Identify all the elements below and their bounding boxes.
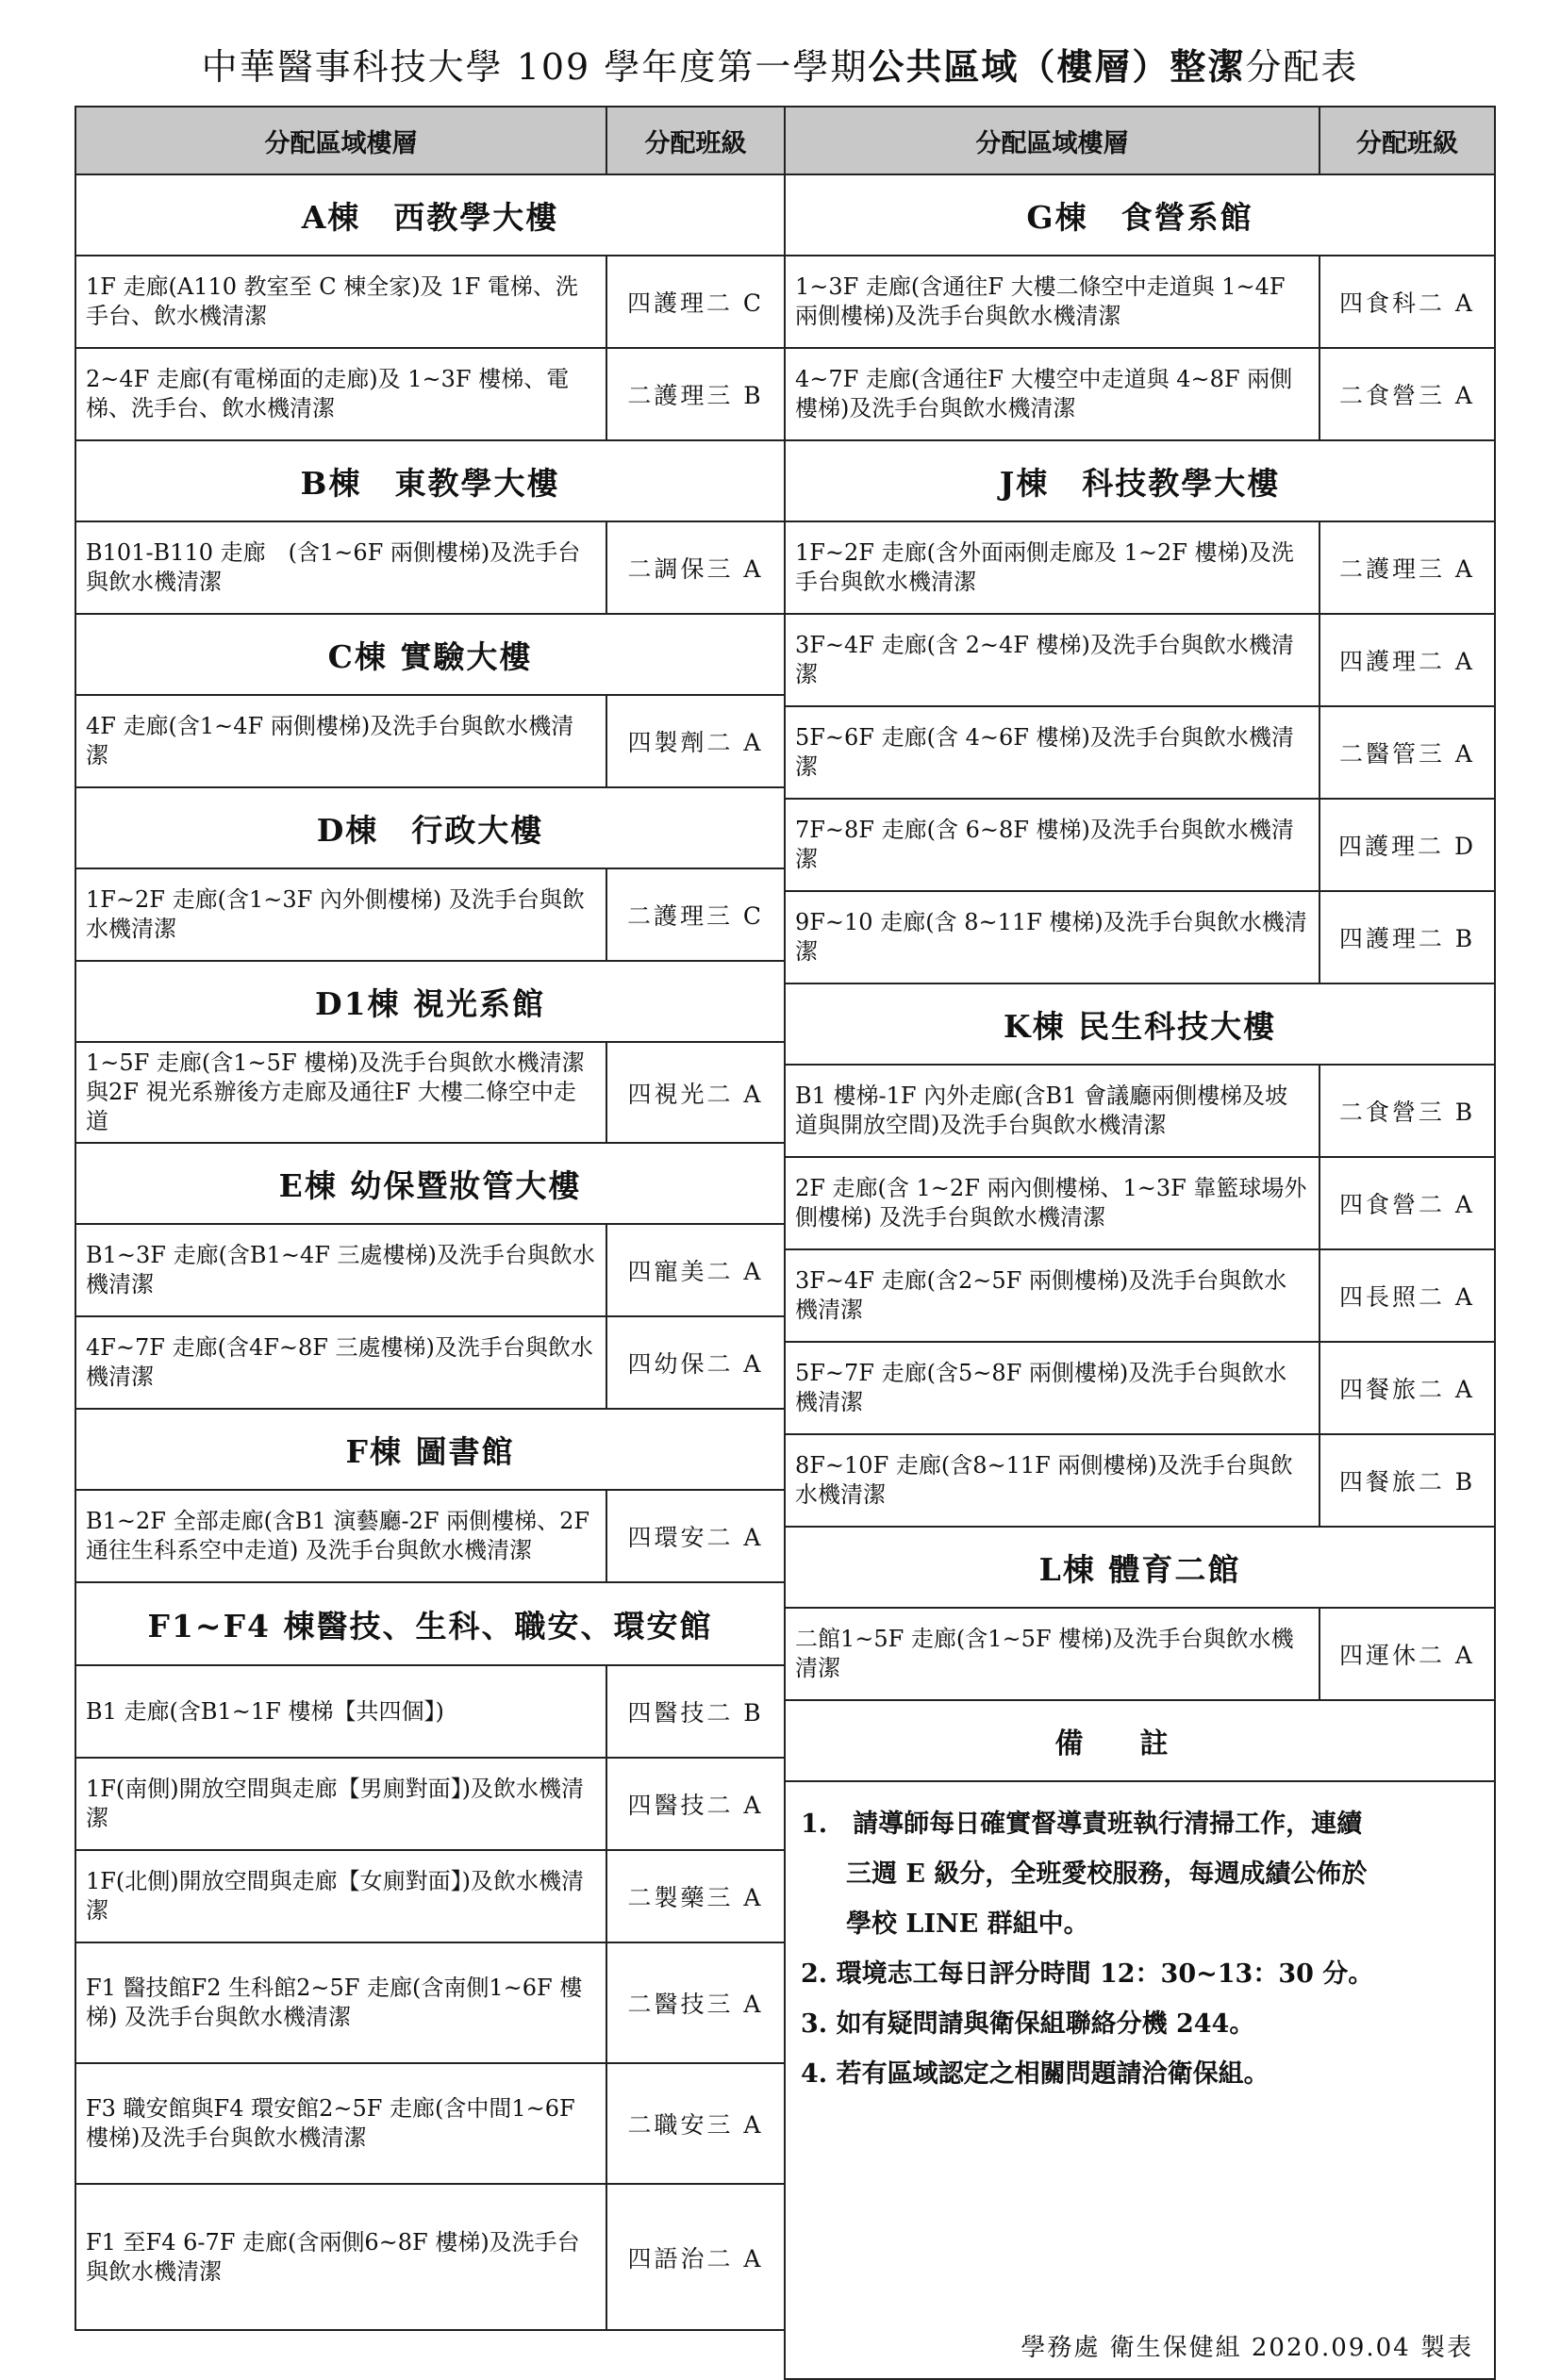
- class-cell: 四運休二 A: [1319, 1608, 1495, 1700]
- class-cell: 四語治二 A: [606, 2184, 785, 2330]
- remarks-list: [786, 1782, 1494, 2099]
- left-allocation-table: [75, 106, 786, 2331]
- area-cell: B1~2F 全部走廊(含B1 演藝廳-2F 兩側樓梯、2F 通往生科系空中走道) 及洗手台與飲水機清潔: [75, 1490, 606, 1582]
- building-d1-heading: D1棟 視光系館: [75, 961, 785, 1042]
- area-cell: 9F~10 走廊(含 8~11F 樓梯)及洗手台與飲水機清潔: [785, 891, 1319, 983]
- area-cell: F3 職安館與F4 環安館2~5F 走廊(含中間1~6F 樓梯)及洗手台與飲水機清潔: [75, 2063, 606, 2184]
- area-cell: 8F~10F 走廊(含8~11F 兩側樓梯)及洗手台與飲水機清潔: [785, 1434, 1319, 1527]
- building-j-heading: J棟 科技教學大樓: [785, 440, 1495, 521]
- class-cell: 四視光二 A: [606, 1042, 785, 1143]
- area-cell: 1F(南側)開放空間與走廊【男廁對面】)及飲水機清潔: [75, 1758, 606, 1850]
- class-cell: 四長照二 A: [1319, 1249, 1495, 1342]
- class-cell: 二食營三 B: [1319, 1065, 1495, 1157]
- title-part1: 中華醫事科技大學 109 學年度第一學期: [201, 46, 869, 88]
- header-area: 分配區域樓層: [75, 107, 606, 174]
- class-cell: 四食營二 A: [1319, 1157, 1495, 1249]
- class-cell: 四護理二 C: [606, 256, 785, 348]
- area-cell: 1F~2F 走廊(含1~3F 內外側樓梯) 及洗手台與飲水機清潔: [75, 868, 606, 961]
- right-allocation-table: [784, 106, 1496, 2380]
- building-d-heading: D棟 行政大樓: [75, 787, 785, 868]
- area-cell: 5F~7F 走廊(含5~8F 兩側樓梯)及洗手台與飲水機清潔: [785, 1342, 1319, 1434]
- area-cell: 4F 走廊(含1~4F 兩側樓梯)及洗手台與飲水機清潔: [75, 695, 606, 787]
- building-f-heading: F棟 圖書館: [75, 1409, 785, 1490]
- area-cell: B1 樓梯-1F 內外走廊(含B1 會議廳兩側樓梯及坡道與開放空間)及洗手台與飲水機清潔: [785, 1065, 1319, 1157]
- area-cell: 3F~4F 走廊(含 2~4F 樓梯)及洗手台與飲水機清潔: [785, 614, 1319, 706]
- class-cell: 四餐旅二 B: [1319, 1434, 1495, 1527]
- document-footer: 學務處 衛生保健組 2020.09.04 製表: [1021, 2334, 1473, 2362]
- area-cell: F1 至F4 6-7F 走廊(含兩側6~8F 樓梯)及洗手台與飲水機清潔: [75, 2184, 606, 2330]
- building-c-heading: C棟 實驗大樓: [75, 614, 785, 695]
- remark-item-4: 4. 若有區域認定之相關問題請洽衛保組。: [801, 2059, 1270, 2089]
- class-cell: 四寵美二 A: [606, 1224, 785, 1316]
- class-cell: 四護理二 A: [1319, 614, 1495, 706]
- remarks-heading: 備註: [785, 1700, 1495, 1781]
- class-cell: 四餐旅二 A: [1319, 1342, 1495, 1434]
- class-cell: 二護理三 A: [1319, 521, 1495, 614]
- building-f1-f4-heading: F1~F4 棟醫技、生科、職安、環安館: [75, 1582, 785, 1665]
- area-cell: 1F 走廊(A110 教室至 C 棟全家)及 1F 電梯、洗手台、飲水機清潔: [75, 256, 606, 348]
- area-cell: B1~3F 走廊(含B1~4F 三處樓梯)及洗手台與飲水機清潔: [75, 1224, 606, 1316]
- class-cell: 四醫技二 B: [606, 1665, 785, 1758]
- header-area: 分配區域樓層: [785, 107, 1319, 174]
- title-part3: 分配表: [1245, 46, 1359, 88]
- area-cell: 3F~4F 走廊(含2~5F 兩側樓梯)及洗手台與飲水機清潔: [785, 1249, 1319, 1342]
- area-cell: B101-B110 走廊 (含1~6F 兩側樓梯)及洗手台與飲水機清潔: [75, 521, 606, 614]
- area-cell: 2~4F 走廊(有電梯面的走廊)及 1~3F 樓梯、電梯、洗手台、飲水機清潔: [75, 348, 606, 440]
- building-l-heading: L棟 體育二館: [785, 1527, 1495, 1608]
- class-cell: 二護理三 C: [606, 868, 785, 961]
- remark-item-1-line2: 三週 E 級分，全班愛校服務，每週成績公佈於: [846, 1859, 1368, 1889]
- area-cell: 4F~7F 走廊(含4F~8F 三處樓梯)及洗手台與飲水機清潔: [75, 1316, 606, 1409]
- class-cell: 四幼保二 A: [606, 1316, 785, 1409]
- class-cell: 二職安三 A: [606, 2063, 785, 2184]
- remark-item-2: 2. 環境志工每日評分時間 12：30~13：30 分。: [801, 1959, 1374, 1989]
- area-cell: B1 走廊(含B1~1F 樓梯【共四個】): [75, 1665, 606, 1758]
- area-cell: 1F~2F 走廊(含外面兩側走廊及 1~2F 樓梯)及洗手台與飲水機清潔: [785, 521, 1319, 614]
- class-cell: 四食科二 A: [1319, 256, 1495, 348]
- class-cell: 二護理三 B: [606, 348, 785, 440]
- class-cell: 二醫技三 A: [606, 1942, 785, 2063]
- class-cell: 二食營三 A: [1319, 348, 1495, 440]
- area-cell: 4~7F 走廊(含通往F 大樓空中走道與 4~8F 兩側樓梯)及洗手台與飲水機清潔: [785, 348, 1319, 440]
- building-b-heading: B棟 東教學大樓: [75, 440, 785, 521]
- building-e-heading: E棟 幼保暨妝管大樓: [75, 1143, 785, 1224]
- class-cell: 四醫技二 A: [606, 1758, 785, 1850]
- remark-item-1-line3: 學校 LINE 群組中。: [846, 1909, 1089, 1939]
- page-title: [0, 38, 1560, 90]
- area-cell: 1~3F 走廊(含通往F 大樓二條空中走道與 1~4F 兩側樓梯)及洗手台與飲水機清潔: [785, 256, 1319, 348]
- building-g-heading: G棟 食營系館: [785, 174, 1495, 256]
- title-part2: 公共區域（樓層）整潔: [868, 45, 1246, 88]
- remark-item-1-line1: 1. 請導師每日確實督導責班執行清掃工作，連續: [801, 1810, 1363, 1839]
- class-cell: 四環安二 A: [606, 1490, 785, 1582]
- area-cell: F1 醫技館F2 生科館2~5F 走廊(含南側1~6F 樓梯) 及洗手台與飲水機清潔: [75, 1942, 606, 2063]
- class-cell: 四護理二 B: [1319, 891, 1495, 983]
- class-cell: 四護理二 D: [1319, 799, 1495, 891]
- building-k-heading: K棟 民生科技大樓: [785, 983, 1495, 1065]
- building-a-heading: A棟 西教學大樓: [75, 174, 785, 256]
- header-class: 分配班級: [1319, 107, 1495, 174]
- area-cell: 2F 走廊(含 1~2F 兩內側樓梯、1~3F 靠籃球場外側樓梯) 及洗手台與飲水機清潔: [785, 1157, 1319, 1249]
- remarks-body: [785, 1781, 1495, 2379]
- area-cell: 1F(北側)開放空間與走廊【女廁對面】)及飲水機清潔: [75, 1850, 606, 1942]
- remark-item-3: 3. 如有疑問請與衛保組聯絡分機 244。: [801, 2009, 1255, 2039]
- class-cell: 四製劑二 A: [606, 695, 785, 787]
- area-cell: 1~5F 走廊(含1~5F 樓梯)及洗手台與飲水機清潔與2F 視光系辦後方走廊及通往F 大樓二條空中走道: [75, 1042, 606, 1143]
- class-cell: 二調保三 A: [606, 521, 785, 614]
- header-class: 分配班級: [606, 107, 785, 174]
- area-cell: 5F~6F 走廊(含 4~6F 樓梯)及洗手台與飲水機清潔: [785, 706, 1319, 799]
- class-cell: 二製藥三 A: [606, 1850, 785, 1942]
- class-cell: 二醫管三 A: [1319, 706, 1495, 799]
- area-cell: 7F~8F 走廊(含 6~8F 樓梯)及洗手台與飲水機清潔: [785, 799, 1319, 891]
- area-cell: 二館1~5F 走廊(含1~5F 樓梯)及洗手台與飲水機清潔: [785, 1608, 1319, 1700]
